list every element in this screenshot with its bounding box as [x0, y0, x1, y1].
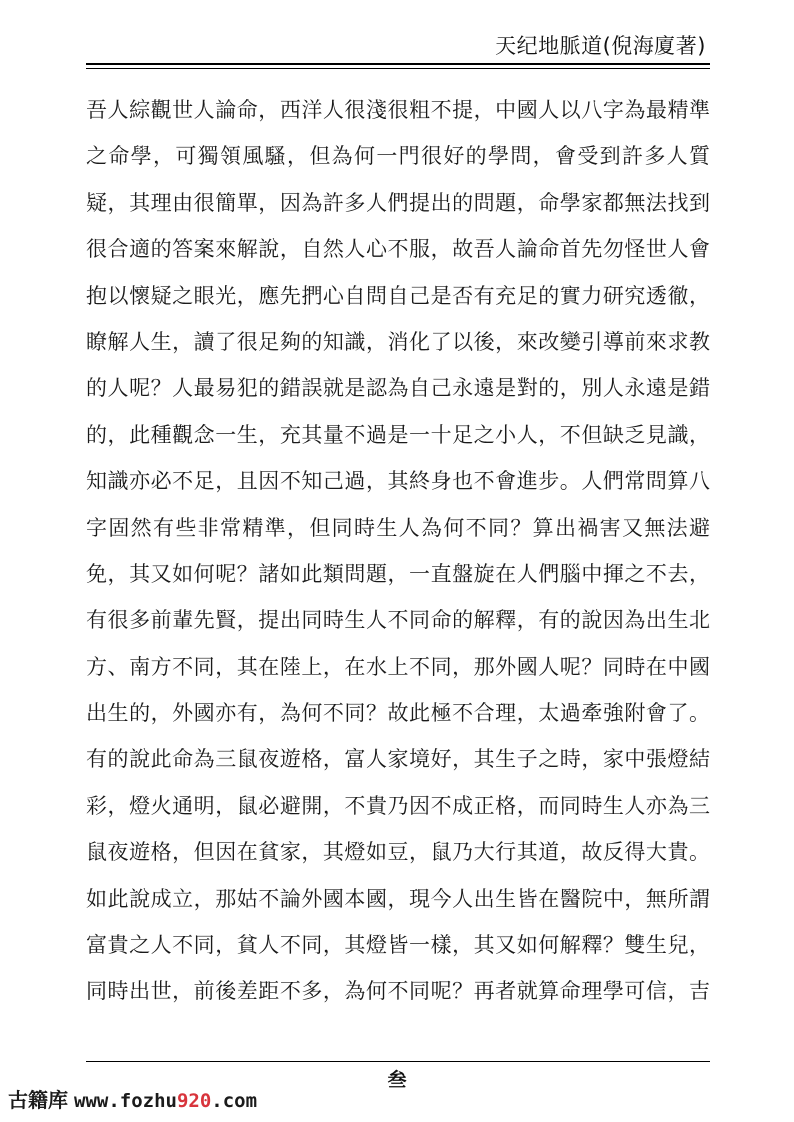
watermark-domain-suffix: .com — [211, 1090, 258, 1112]
text-line: 富貴之人不同，貧人不同，其燈皆一樣，其又如何解釋？雙生兒， — [86, 933, 710, 958]
watermark-domain-number: 920 — [176, 1090, 212, 1112]
text-line: 知識亦必不足，且因不知己過，其終身也不會進步。人們常問算八 — [86, 469, 710, 494]
text-line: 同時出世，前後差距不多，為何不同呢？再者就算命理學可信，吉 — [86, 979, 710, 1004]
text-line: 很合適的答案來解說，自然人心不服，故吾人論命首先勿怪世人會 — [86, 237, 710, 262]
text-line: 抱以懷疑之眼光，應先捫心自問自己是否有充足的實力研究透徹， — [86, 283, 710, 308]
header-rule-thick — [86, 63, 710, 65]
footer-rule — [86, 1061, 710, 1062]
text-line: 之命學，可獨領風騷，但為何一門很好的學問，會受到許多人質 — [86, 144, 710, 169]
header-rule-thin — [86, 68, 710, 69]
site-watermark — [8, 1084, 257, 1113]
watermark-domain — [74, 1090, 257, 1112]
watermark-site-name: 古籍库 — [8, 1088, 68, 1112]
text-line: 瞭解人生，讀了很足夠的知識，消化了以後，來改變引導前來求教 — [86, 329, 710, 354]
text-line: 的，此種觀念一生，充其量不過是一十足之小人，不但缺乏見識， — [86, 422, 710, 447]
text-line: 如此說成立，那姑不論外國本國，現今人出生皆在醫院中，無所謂 — [86, 886, 710, 911]
watermark-domain-prefix: www.fozhu — [74, 1090, 177, 1112]
page-number: 叁 — [387, 1069, 407, 1091]
text-line: 有很多前輩先賢，提出同時生人不同命的解釋，有的說因為出生北 — [86, 608, 710, 633]
text-line: 字固然有些非常精準，但同時生人為何不同？算出禍害又無法避 — [86, 515, 710, 540]
text-line: 方、南方不同，其在陸上，在水上不同，那外國人呢？同時在中國 — [86, 654, 710, 679]
text-line: 吾人綜觀世人論命，西洋人很淺很粗不提，中國人以八字為最精準 — [86, 98, 710, 122]
text-line: 的人呢？人最易犯的錯誤就是認為自己永遠是對的，別人永遠是錯 — [86, 376, 710, 401]
running-header-title: 天纪地脈道(倪海廈著) — [495, 34, 706, 58]
text-line: 鼠夜遊格，但因在貧家，其燈如豆，鼠乃大行其道，故反得大貴。 — [86, 840, 710, 865]
text-line: 疑，其理由很簡單，因為許多人們提出的問題，命學家都無法找到 — [86, 190, 710, 215]
body-text — [86, 87, 710, 1015]
text-line: 有的說此命為三鼠夜遊格，富人家境好，其生子之時，家中張燈結 — [86, 747, 710, 772]
text-line: 免，其又如何呢？諸如此類問題，一直盤旋在人們腦中揮之不去， — [86, 561, 710, 586]
text-line: 彩，燈火通明，鼠必避開，不貴乃因不成正格，而同時生人亦為三 — [86, 793, 710, 818]
text-line: 出生的，外國亦有，為何不同？故此極不合理，太過牽強附會了。 — [86, 701, 710, 726]
